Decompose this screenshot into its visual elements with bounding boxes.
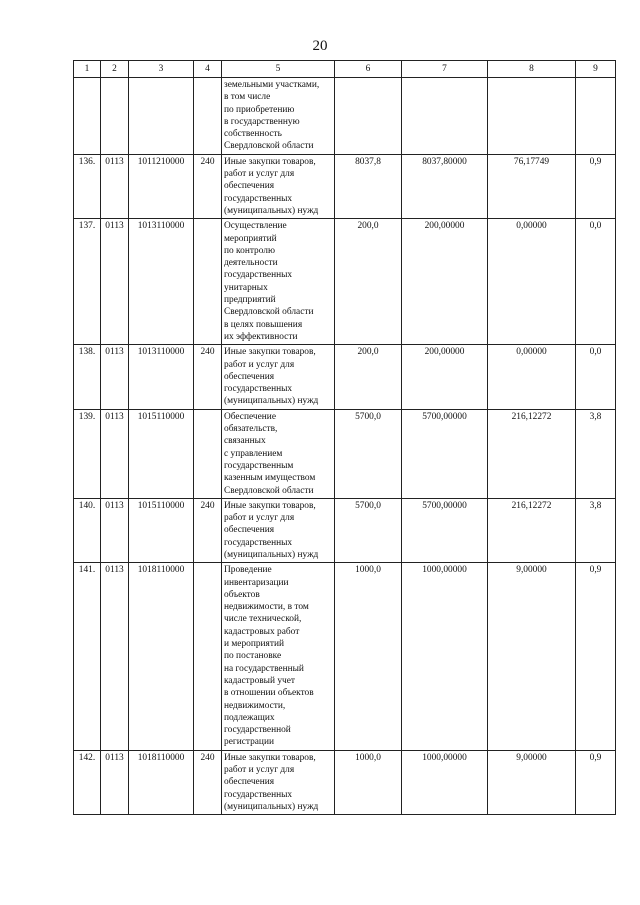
item-name-line: и мероприятий (224, 639, 284, 650)
row-number-cell: 141. (74, 563, 101, 750)
budget-table (73, 60, 616, 815)
percent-cell: 0,9 (576, 750, 616, 814)
expense-type-cell (194, 563, 222, 750)
target-code-cell: 1018110000 (129, 563, 194, 750)
item-name-line: связанных (224, 436, 266, 447)
table-header-row (74, 61, 616, 78)
column-header: 4 (194, 61, 222, 78)
item-name-line: Свердловской области (224, 485, 314, 496)
item-name-line: по контролю (224, 245, 275, 256)
item-name-line: Иные закупки товаров, (224, 752, 316, 763)
item-name-line: Проведение (224, 565, 272, 576)
section-code-cell: 0113 (101, 498, 129, 562)
item-name-line: их эффективности (224, 331, 298, 342)
item-name-cell (222, 750, 335, 814)
item-name-line: в целях повышения (224, 319, 303, 330)
percent-cell: 0,9 (576, 563, 616, 750)
item-name-line: на государственный (224, 663, 304, 674)
column-header: 2 (101, 61, 129, 78)
plan-amount-cell: 8037,8 (335, 154, 402, 218)
item-name-cell (222, 563, 335, 750)
item-name-line: недвижимости, в том (224, 602, 309, 613)
row-number-cell (74, 78, 101, 155)
item-name-line: государственных (224, 384, 293, 395)
plan-precise-cell: 8037,80000 (402, 154, 488, 218)
item-name-line: Свердловской области (224, 141, 314, 152)
expense-type-cell (194, 409, 222, 498)
item-name-line: (муниципальных) нужд (224, 801, 319, 812)
executed-amount-cell: 9,00000 (488, 563, 576, 750)
item-name-line: в том числе (224, 92, 271, 103)
item-name-line: унитарных (224, 282, 268, 293)
section-code-cell: 0113 (101, 219, 129, 345)
percent-cell: 3,8 (576, 498, 616, 562)
plan-precise-cell: 200,00000 (402, 219, 488, 345)
item-name-line: государственных (224, 193, 293, 204)
item-name-line: мероприятий (224, 233, 277, 244)
item-name-cell (222, 154, 335, 218)
item-name-line: обеспечения (224, 777, 275, 788)
page-number: 20 (312, 38, 328, 54)
executed-amount-cell: 9,00000 (488, 750, 576, 814)
target-code-cell: 1015110000 (129, 409, 194, 498)
item-name-line: по приобретению (224, 104, 295, 115)
item-name-line: (муниципальных) нужд (224, 205, 319, 216)
item-name-line: собственность (224, 129, 282, 140)
executed-amount-cell: 216,12272 (488, 409, 576, 498)
target-code-cell: 1013110000 (129, 345, 194, 409)
executed-amount-cell (488, 78, 576, 155)
column-header: 8 (488, 61, 576, 78)
section-code-cell: 0113 (101, 750, 129, 814)
plan-amount-cell (335, 78, 402, 155)
plan-precise-cell: 5700,00000 (402, 498, 488, 562)
table-row (74, 154, 616, 218)
percent-cell: 0,9 (576, 154, 616, 218)
row-number-cell: 140. (74, 498, 101, 562)
expense-type-cell (194, 219, 222, 345)
item-name-line: Иные закупки товаров, (224, 500, 316, 511)
item-name-line: государственных (224, 789, 293, 800)
item-name-line: числе технической, (224, 614, 302, 625)
column-header: 6 (335, 61, 402, 78)
column-header: 5 (222, 61, 335, 78)
table-row (74, 750, 616, 814)
target-code-cell (129, 78, 194, 155)
item-name-line: кадастровый учет (224, 675, 295, 686)
table-row (74, 219, 616, 345)
plan-amount-cell: 1000,0 (335, 563, 402, 750)
row-number-cell: 142. (74, 750, 101, 814)
expense-type-cell: 240 (194, 345, 222, 409)
item-name-cell (222, 345, 335, 409)
item-name-line: государственных (224, 270, 293, 281)
plan-precise-cell: 5700,00000 (402, 409, 488, 498)
column-header: 9 (576, 61, 616, 78)
item-name-line: (муниципальных) нужд (224, 549, 319, 560)
item-name-line: обеспечения (224, 371, 275, 382)
executed-amount-cell: 0,00000 (488, 219, 576, 345)
item-name-line: обеспечения (224, 525, 275, 536)
percent-cell: 0,0 (576, 219, 616, 345)
item-name-line: Обеспечение (224, 411, 276, 422)
row-number-cell: 139. (74, 409, 101, 498)
column-header: 1 (74, 61, 101, 78)
percent-cell (576, 78, 616, 155)
item-name-line: недвижимости, (224, 700, 286, 711)
table-row (74, 78, 616, 155)
plan-precise-cell: 200,00000 (402, 345, 488, 409)
row-number-cell: 136. (74, 154, 101, 218)
item-name-line: работ и услуг для (224, 169, 295, 180)
column-header: 7 (402, 61, 488, 78)
item-name-line: Иные закупки товаров, (224, 156, 316, 167)
table-row (74, 409, 616, 498)
item-name-cell (222, 409, 335, 498)
item-name-line: работ и услуг для (224, 765, 295, 776)
table-row (74, 563, 616, 750)
item-name-line: работ и услуг для (224, 513, 295, 524)
expense-type-cell: 240 (194, 154, 222, 218)
percent-cell: 0,0 (576, 345, 616, 409)
item-name-line: кадастровых работ (224, 626, 300, 637)
item-name-line: по постановке (224, 651, 282, 662)
section-code-cell: 0113 (101, 409, 129, 498)
target-code-cell: 1015110000 (129, 498, 194, 562)
plan-amount-cell: 5700,0 (335, 409, 402, 498)
section-code-cell: 0113 (101, 345, 129, 409)
item-name-line: (муниципальных) нужд (224, 396, 319, 407)
section-code-cell: 0113 (101, 563, 129, 750)
item-name-line: объектов (224, 589, 260, 600)
plan-amount-cell: 200,0 (335, 345, 402, 409)
percent-cell: 3,8 (576, 409, 616, 498)
item-name-cell (222, 498, 335, 562)
item-name-line: казенным имуществом (224, 473, 316, 484)
item-name-line: предприятий (224, 295, 276, 306)
expense-type-cell: 240 (194, 498, 222, 562)
item-name-line: государственной (224, 725, 291, 736)
item-name-line: в государственную (224, 116, 300, 127)
column-header: 3 (129, 61, 194, 78)
item-name-line: Свердловской области (224, 307, 314, 318)
table-row (74, 345, 616, 409)
table-body (74, 78, 616, 815)
item-name-line: подлежащих (224, 712, 275, 723)
plan-amount-cell: 5700,0 (335, 498, 402, 562)
expense-type-cell: 240 (194, 750, 222, 814)
row-number-cell: 137. (74, 219, 101, 345)
plan-precise-cell: 1000,00000 (402, 563, 488, 750)
executed-amount-cell: 216,12272 (488, 498, 576, 562)
item-name-line: Осуществление (224, 221, 287, 232)
item-name-line: обеспечения (224, 181, 275, 192)
item-name-cell (222, 219, 335, 345)
executed-amount-cell: 76,17749 (488, 154, 576, 218)
item-name-line: регистрации (224, 737, 274, 748)
section-code-cell (101, 78, 129, 155)
item-name-line: государственным (224, 460, 294, 471)
item-name-line: работ и услуг для (224, 359, 295, 370)
section-code-cell: 0113 (101, 154, 129, 218)
item-name-cell (222, 78, 335, 155)
item-name-line: Иные закупки товаров, (224, 347, 316, 358)
plan-precise-cell: 1000,00000 (402, 750, 488, 814)
item-name-line: инвентаризации (224, 577, 289, 588)
plan-amount-cell: 1000,0 (335, 750, 402, 814)
item-name-line: государственных (224, 537, 293, 548)
target-code-cell: 1013110000 (129, 219, 194, 345)
item-name-line: обязательств, (224, 424, 278, 435)
target-code-cell: 1011210000 (129, 154, 194, 218)
item-name-line: деятельности (224, 258, 278, 269)
expense-type-cell (194, 78, 222, 155)
plan-amount-cell: 200,0 (335, 219, 402, 345)
item-name-line: с управлением (224, 448, 283, 459)
item-name-line: в отношении объектов (224, 688, 314, 699)
target-code-cell: 1018110000 (129, 750, 194, 814)
plan-precise-cell (402, 78, 488, 155)
table-row (74, 498, 616, 562)
executed-amount-cell: 0,00000 (488, 345, 576, 409)
row-number-cell: 138. (74, 345, 101, 409)
item-name-line: земельными участками, (224, 80, 320, 90)
